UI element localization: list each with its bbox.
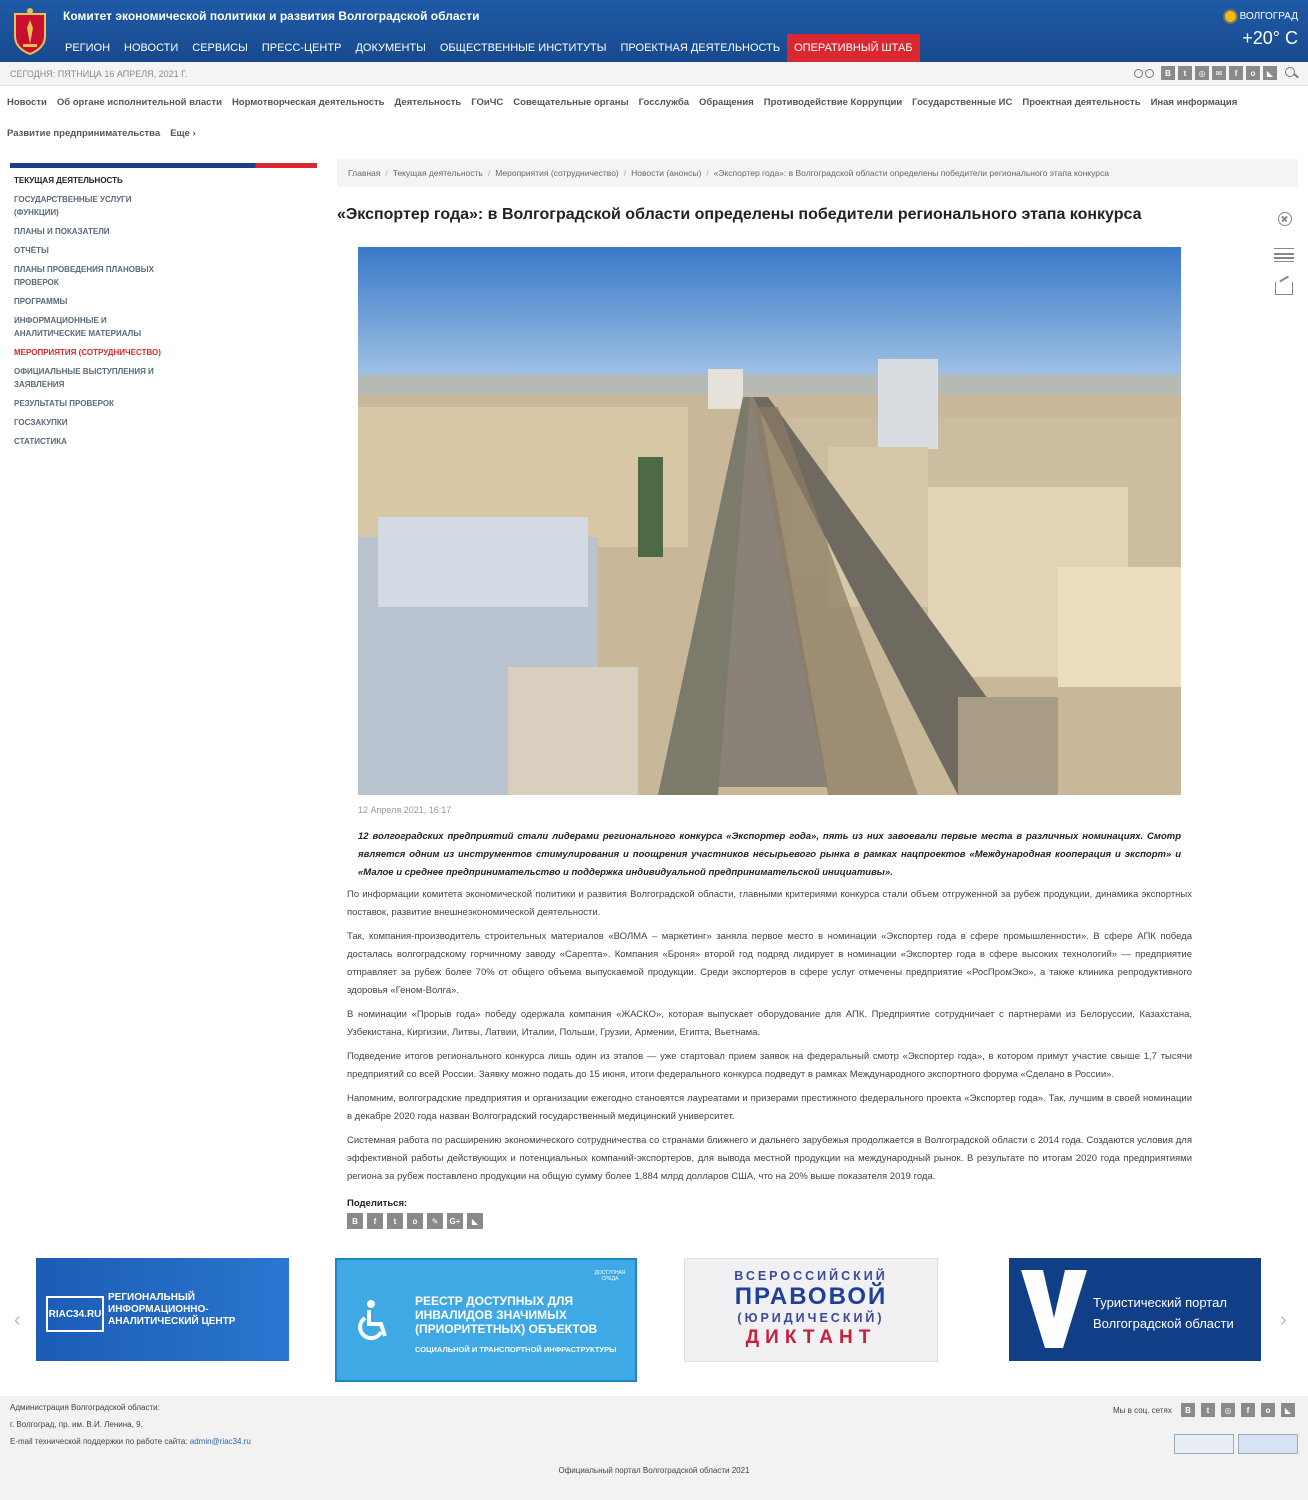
vk-icon[interactable]: В xyxy=(1161,66,1175,80)
article-paragraph: Напомним, волгоградские предприятия и организации ежегодно становятся лауреатами и призерами престижного федерального проекта «Экспортер года». Так, лучшим в своей номинации в декабре 2020 года назван Волгоградский государственный медицинский университет. xyxy=(347,1093,1192,1122)
banner-legal-dictation[interactable] xyxy=(684,1258,938,1362)
coat-of-arms-icon[interactable] xyxy=(9,6,51,56)
subnav-entrepreneurship[interactable]: Развитие предпринимательства xyxy=(7,128,161,139)
weather-widget[interactable] xyxy=(1225,11,1298,49)
breadcrumb-current: «Экспортер года»: в Волгоградской области определены победители регионального этапа конкурса xyxy=(713,168,1109,178)
dictation-line-3: (ЮРИДИЧЕСКИЙ) xyxy=(737,1311,885,1325)
breadcrumb-home[interactable]: Главная xyxy=(348,168,381,178)
v-logo-icon xyxy=(1021,1270,1087,1348)
twitter-icon[interactable]: t xyxy=(1201,1403,1215,1417)
nav-public-institutions[interactable]: ОБЩЕСТВЕННЫЕ ИНСТИТУТЫ xyxy=(439,42,607,54)
subnav-civil-service[interactable]: Госслужба xyxy=(638,97,689,108)
sidebar-item-state-services[interactable]: ГОСУДАРСТВЕННЫЕ УСЛУГИ (ФУНКЦИИ) xyxy=(14,195,132,217)
article-paragraph: Подведение итогов регионального конкурса лишь один из этапов — уже стартовал прием заявок на федеральный смотр «Экспортер года», в котором примут участие свыше 1,7 тысячи предприятий со всей России. Заявку можно подать до 15 июня, итоги федерального конкурса подведут в рамках Международного экспортного форума «Сделано в России». xyxy=(347,1051,1192,1080)
tourism-text: Туристический портал Волгоградской области xyxy=(1093,1295,1234,1331)
odnoklassniki-icon[interactable]: о xyxy=(1261,1403,1275,1417)
sidebar-item-statistics[interactable]: СТАТИСТИКА xyxy=(14,437,67,446)
left-sidebar xyxy=(10,163,317,451)
registry-text: РЕЕСТР ДОСТУПНЫХ ДЛЯ ИНВАЛИДОВ ЗНАЧИМЫХ (ПРИОРИТЕТНЫХ) ОБЪЕКТОВ xyxy=(415,1294,598,1336)
subnav-civil-defense[interactable]: ГОиЧС xyxy=(471,97,504,108)
share-label: Поделиться: xyxy=(347,1198,408,1209)
banner-riac[interactable] xyxy=(36,1258,289,1361)
footer-address: г. Волгоград, пр. им. В.И. Ленина, 9. xyxy=(10,1420,143,1429)
rss-icon[interactable]: ◣ xyxy=(1263,66,1277,80)
subnav-state-is[interactable]: Государственные ИС xyxy=(912,97,1013,108)
sidebar-item-procurement[interactable]: ГОСЗАКУПКИ xyxy=(14,418,68,427)
facebook-icon[interactable]: f xyxy=(367,1213,383,1229)
article-paragraph: Так, компания-производитель строительных материалов «ВОЛМА – маркетинг» заняла первое место в номинации «Экспортер года в сфере промышленности». В сфере АПК победа досталась волгоградскому горчичному заводу «Сарепта». Компания «Броня» второй год подряд лидирует в номинации «Экспортер года в сфере высоких технологий» — предприятие отправляет за рубеж более 70% от общего объема выпускаемой продукции. Среди экспортеров в сфере услуг отмечены предприятие «РосПромЭко», а также клиника репродуктивного здоровья «Геном-Волга». xyxy=(347,931,1192,996)
current-date: СЕГОДНЯ: ПЯТНИЦА 16 АПРЕЛЯ, 2021 Г. xyxy=(10,69,188,79)
rss-icon[interactable]: ◣ xyxy=(1281,1403,1295,1417)
subnav-advisory-bodies[interactable]: Совещательные органы xyxy=(513,97,629,108)
sidebar-item-reports[interactable]: ОТЧЁТЫ xyxy=(14,246,49,255)
date-bar xyxy=(0,62,1308,86)
share-icon[interactable] xyxy=(1275,282,1293,295)
site-footer xyxy=(0,1396,1308,1500)
article-paragraph: По информации комитета экономической политики и развития Волгоградской области, главными критериями конкурса стали объем отгруженной за рубеж продукции, динамика экспортных поставок, развитие внешнеэкономической деятельности. xyxy=(347,889,1192,918)
subnav-project-activity[interactable]: Проектная деятельность xyxy=(1022,97,1141,108)
sidebar-item-speeches[interactable]: ОФИЦИАЛЬНЫЕ ВЫСТУПЛЕНИЯ И ЗАЯВЛЕНИЯ xyxy=(14,367,154,389)
footer-support xyxy=(10,1437,251,1446)
breadcrumb-current-activity[interactable]: Текущая деятельность xyxy=(392,168,483,178)
carousel-prev-icon[interactable]: ‹ xyxy=(14,1309,21,1331)
subnav-about[interactable]: Об органе исполнительной власти xyxy=(56,97,222,108)
banner-accessibility-registry[interactable] xyxy=(335,1258,637,1382)
instagram-icon[interactable]: ◎ xyxy=(1195,66,1209,80)
article-lead: 12 волгоградских предприятий стали лидерами регионального конкурса «Экспортер года», пять из них завоевали первые места в различных номинациях. Смотр является одним из инструментов стимулирования и поощрения участников несырьевого рынка в рамках нацпроектов «Международная кооперация и экспорт» и «Малое и среднее предпринимательство и поддержка индивидуальной предпринимательской инициативы». xyxy=(358,831,1181,878)
twitter-icon[interactable]: t xyxy=(387,1213,403,1229)
registry-subtext: СОЦИАЛЬНОЙ И ТРАНСПОРТНОЙ ИНФРАСТРУКТУРЫ xyxy=(415,1345,617,1354)
nav-project-activity[interactable]: ПРОЕКТНАЯ ДЕЯТЕЛЬНОСТЬ xyxy=(620,42,781,54)
top-social-icons xyxy=(1134,66,1298,80)
vk-icon[interactable]: В xyxy=(347,1213,363,1229)
mail-icon[interactable]: ✉ xyxy=(1212,66,1226,80)
article-body xyxy=(347,886,1192,1192)
visit-counter-badge[interactable] xyxy=(1174,1434,1234,1454)
sidebar-item-events[interactable]: МЕРОПРИЯТИЯ (СОТРУДНИЧЕСТВО) xyxy=(14,348,161,357)
wheelchair-icon xyxy=(351,1298,395,1342)
facebook-icon[interactable]: f xyxy=(1241,1403,1255,1417)
article-date: 12 Апреля 2021, 16:17 xyxy=(358,805,452,815)
facebook-icon[interactable]: f xyxy=(1229,66,1243,80)
close-icon[interactable] xyxy=(1278,212,1292,226)
liveinternet-counter-badge[interactable] xyxy=(1238,1434,1298,1454)
nav-news[interactable]: НОВОСТИ xyxy=(124,42,179,54)
share-icons xyxy=(347,1213,483,1229)
rss-icon[interactable]: ◣ xyxy=(467,1213,483,1229)
odnoklassniki-icon[interactable]: о xyxy=(407,1213,423,1229)
article-paragraph: Системная работа по расширению экономического сотрудничества со странами ближнего и дальнего зарубежья продолжается в Волгоградской области с 2014 года. Создаются условия для эффективной работы действующих и потенциальных компаний-экспортеров, для вывода местной продукции на международный рынок. В результате по итогам 2020 года предприятиями региона за рубеж поставлено продукции на общую сумму более 1,884 млрд долларов США, что на 20% выше показателя 2019 года. xyxy=(347,1135,1192,1182)
footer-email-link[interactable]: admin@riac34.ru xyxy=(189,1437,251,1446)
sidebar-item-inspection-plans[interactable]: ПЛАНЫ ПРОВЕДЕНИЯ ПЛАНОВЫХ ПРОВЕРОК xyxy=(14,265,154,287)
breadcrumb-news[interactable]: Новости (анонсы) xyxy=(631,168,702,178)
vk-icon[interactable]: В xyxy=(1181,1403,1195,1417)
partner-banners xyxy=(0,1255,1308,1385)
sidebar-item-programs[interactable]: ПРОГРАММЫ xyxy=(14,297,68,306)
breadcrumb-events[interactable]: Мероприятия (сотрудничество) xyxy=(495,168,619,178)
sun-icon xyxy=(1225,11,1236,22)
instagram-icon[interactable]: ◎ xyxy=(1221,1403,1235,1417)
footer-copyright: Официальный портал Волгоградской области 2021 xyxy=(558,1466,750,1475)
article-paragraph: В номинации «Прорыв года» победу одержала компания «ЖАСКО», которая выпускает оборудование для АПК. Предприятие сотрудничает с партнерами из Белоруссии, Казахстана, Узбекистана, Киргизии, Литвы, Латвии, Италии, Польши, Грузии, Армении, Египта, Вьетнама. xyxy=(347,1009,1192,1038)
subnav-other-info[interactable]: Иная информация xyxy=(1150,97,1238,108)
main-nav xyxy=(58,34,920,62)
dictation-line-2: ПРАВОВОЙ xyxy=(734,1283,888,1310)
subnav-activity[interactable]: Деятельность xyxy=(394,97,462,108)
odnoklassniki-icon[interactable]: о xyxy=(1246,66,1260,80)
banner-tourism-portal[interactable] xyxy=(1009,1258,1261,1361)
twitter-icon[interactable]: t xyxy=(1178,66,1192,80)
riac-text: РЕГИОНАЛЬНЫЙ ИНФОРМАЦИОННО-АНАЛИТИЧЕСКИЙ ЦЕНТР xyxy=(108,1292,236,1327)
sidebar-item-current-activity[interactable]: ТЕКУЩАЯ ДЕЯТЕЛЬНОСТЬ xyxy=(14,176,123,185)
site-title[interactable]: Комитет экономической политики и развития Волгоградской области xyxy=(63,9,480,23)
sidebar-item-analytics[interactable]: ИНФОРМАЦИОННЫЕ И АНАЛИТИЧЕСКИЕ МАТЕРИАЛЫ xyxy=(14,316,142,338)
dictation-line-4: ДИКТАНТ xyxy=(745,1327,877,1348)
nav-operational-hq[interactable]: ОПЕРАТИВНЫЙ ШТАБ xyxy=(787,34,919,62)
nav-press-center[interactable]: ПРЕСС-ЦЕНТР xyxy=(261,42,342,54)
subnav-anti-corruption[interactable]: Противодействие Коррупции xyxy=(763,97,903,108)
article-title: «Экспортер года»: в Волгоградской области определены победители регионального этапа конкурса xyxy=(337,206,1142,223)
breadcrumb: Главная / Текущая деятельность / Мероприятия (сотрудничество) / Новости (анонсы) / «Экспортер года»: в Волгоградской области определены победители регионального этапа конкурса xyxy=(337,159,1298,187)
sidebar-item-plans[interactable]: ПЛАНЫ И ПОКАЗАТЕЛИ xyxy=(14,227,110,236)
weather-temp: +20° С xyxy=(1242,28,1298,49)
site-header xyxy=(0,0,1308,62)
footer-social-icons xyxy=(1181,1403,1295,1417)
dictation-line-1: ВСЕРОССИЙСКИЙ xyxy=(734,1269,888,1283)
accessibility-glasses-icon[interactable] xyxy=(1134,66,1154,80)
subnav-appeals[interactable]: Обращения xyxy=(699,97,754,108)
carousel-next-icon[interactable]: › xyxy=(1280,1309,1287,1331)
sub-nav xyxy=(0,87,1308,151)
menu-icon[interactable] xyxy=(1274,248,1294,262)
subnav-rulemaking[interactable]: Нормотворческая деятельность xyxy=(231,97,385,108)
riac-logo: RIAC34.RU xyxy=(46,1296,104,1332)
subnav-news[interactable]: Новости xyxy=(7,97,47,108)
subnav-more[interactable]: Еще › xyxy=(170,128,196,139)
google-plus-icon[interactable]: G+ xyxy=(447,1213,463,1229)
footer-social-label: Мы в соц. сетях xyxy=(1113,1406,1172,1415)
footer-support-label: E-mail технической поддержки по работе сайта: xyxy=(10,1437,190,1446)
nav-services[interactable]: СЕРВИСЫ xyxy=(192,42,248,54)
accessible-env-badge: ДОСТУПНАЯ СРЕДА xyxy=(594,1270,626,1282)
article-photo[interactable] xyxy=(358,247,1181,795)
city-aerial-photo xyxy=(358,247,1181,795)
page-tools xyxy=(1272,212,1298,295)
nav-documents[interactable]: ДОКУМЕНТЫ xyxy=(355,42,426,54)
weather-city: ВОЛГОГРАД xyxy=(1239,11,1298,23)
livejournal-icon[interactable]: ✎ xyxy=(427,1213,443,1229)
nav-region[interactable]: РЕГИОН xyxy=(65,42,111,54)
footer-admin: Администрация Волгоградской области: xyxy=(10,1403,160,1412)
sidebar-item-inspection-results[interactable]: РЕЗУЛЬТАТЫ ПРОВЕРОК xyxy=(14,399,114,408)
search-icon[interactable] xyxy=(1284,66,1298,80)
